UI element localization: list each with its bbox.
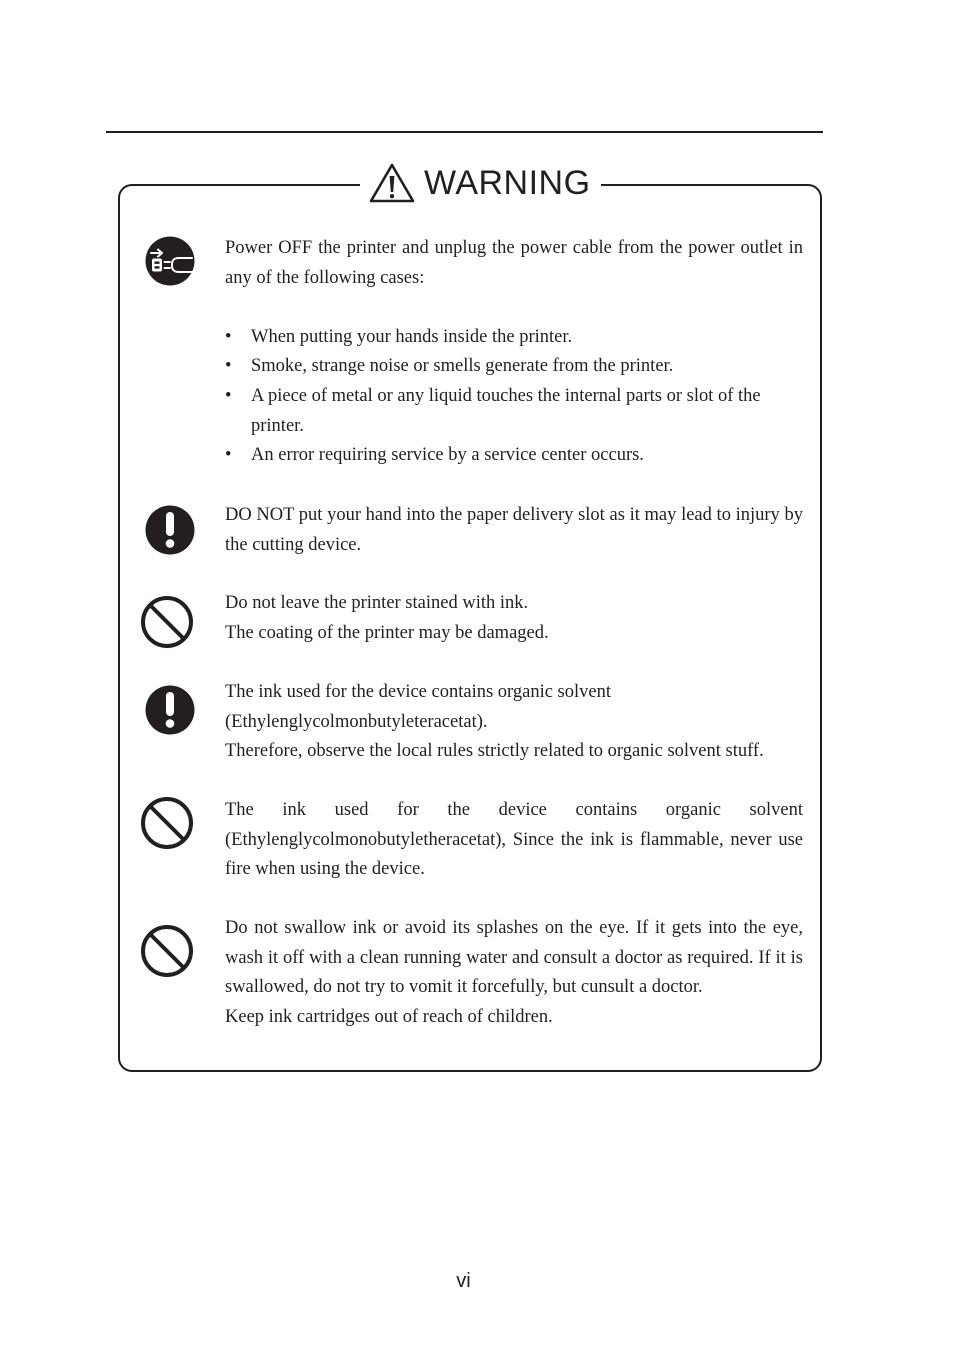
- warning-item-ink-stain: [225, 589, 803, 648]
- item-text: The ink used for the device contains organic solvent: [225, 682, 611, 702]
- list-item: • A piece of metal or any liquid touches the internal parts or slot of the printer.: [225, 382, 803, 441]
- prohibition-icon: [140, 924, 194, 978]
- item-text: Power OFF the printer and unplug the power cable from the power outlet in any of the following cases:: [225, 238, 803, 288]
- prohibition-icon: [140, 796, 194, 850]
- list-item: • Smoke, strange noise or smells generate from the printer.: [225, 352, 803, 382]
- warning-triangle-icon: [368, 162, 416, 204]
- item-text: Do not leave the printer stained with ink.: [225, 593, 529, 613]
- exclamation-icon: [145, 685, 195, 735]
- unplug-power-icon: [145, 236, 195, 286]
- warning-item-paper-slot: [225, 501, 803, 560]
- top-rule: [106, 131, 823, 133]
- exclamation-icon: [145, 505, 195, 555]
- item-text: The ink used for the device contains organic solvent (Ethylenglycolmonobutyletheracetat), Since the ink is flammable, never use fire when using the device.: [225, 800, 803, 880]
- unplug-conditions-list: [225, 323, 803, 471]
- warning-item-organic-solvent: [225, 678, 803, 767]
- prohibition-icon: [140, 595, 194, 649]
- list-item: • When putting your hands inside the printer.: [225, 323, 803, 353]
- page-number: vi: [456, 1270, 471, 1292]
- item-text: (Ethylenglycolmonbutyleteracetat).: [225, 711, 488, 732]
- item-text: Do not swallow ink or avoid its splashes on the eye. If it gets into the eye, wash it off with a clean running water and consult a doctor as required. If it is swallowed, do not try to vomit it forcefully, but cunsult a doctor.: [225, 918, 803, 998]
- warning-item-flammable: [225, 796, 803, 885]
- list-item: • An error requiring service by a service center occurs.: [225, 441, 803, 471]
- item-text: Keep ink cartridges out of reach of children.: [225, 1006, 553, 1027]
- warning-item-swallow: [225, 914, 803, 1032]
- warning-heading: [360, 158, 601, 208]
- item-text: DO NOT put your hand into the paper delivery slot as it may lead to injury by the cutting device.: [225, 505, 803, 555]
- warning-item-unplug: [225, 234, 803, 471]
- item-text: The coating of the printer may be damaged.: [225, 622, 549, 643]
- item-text: Therefore, observe the local rules strictly related to organic solvent stuff.: [225, 741, 764, 762]
- warning-title: WARNING: [424, 164, 591, 202]
